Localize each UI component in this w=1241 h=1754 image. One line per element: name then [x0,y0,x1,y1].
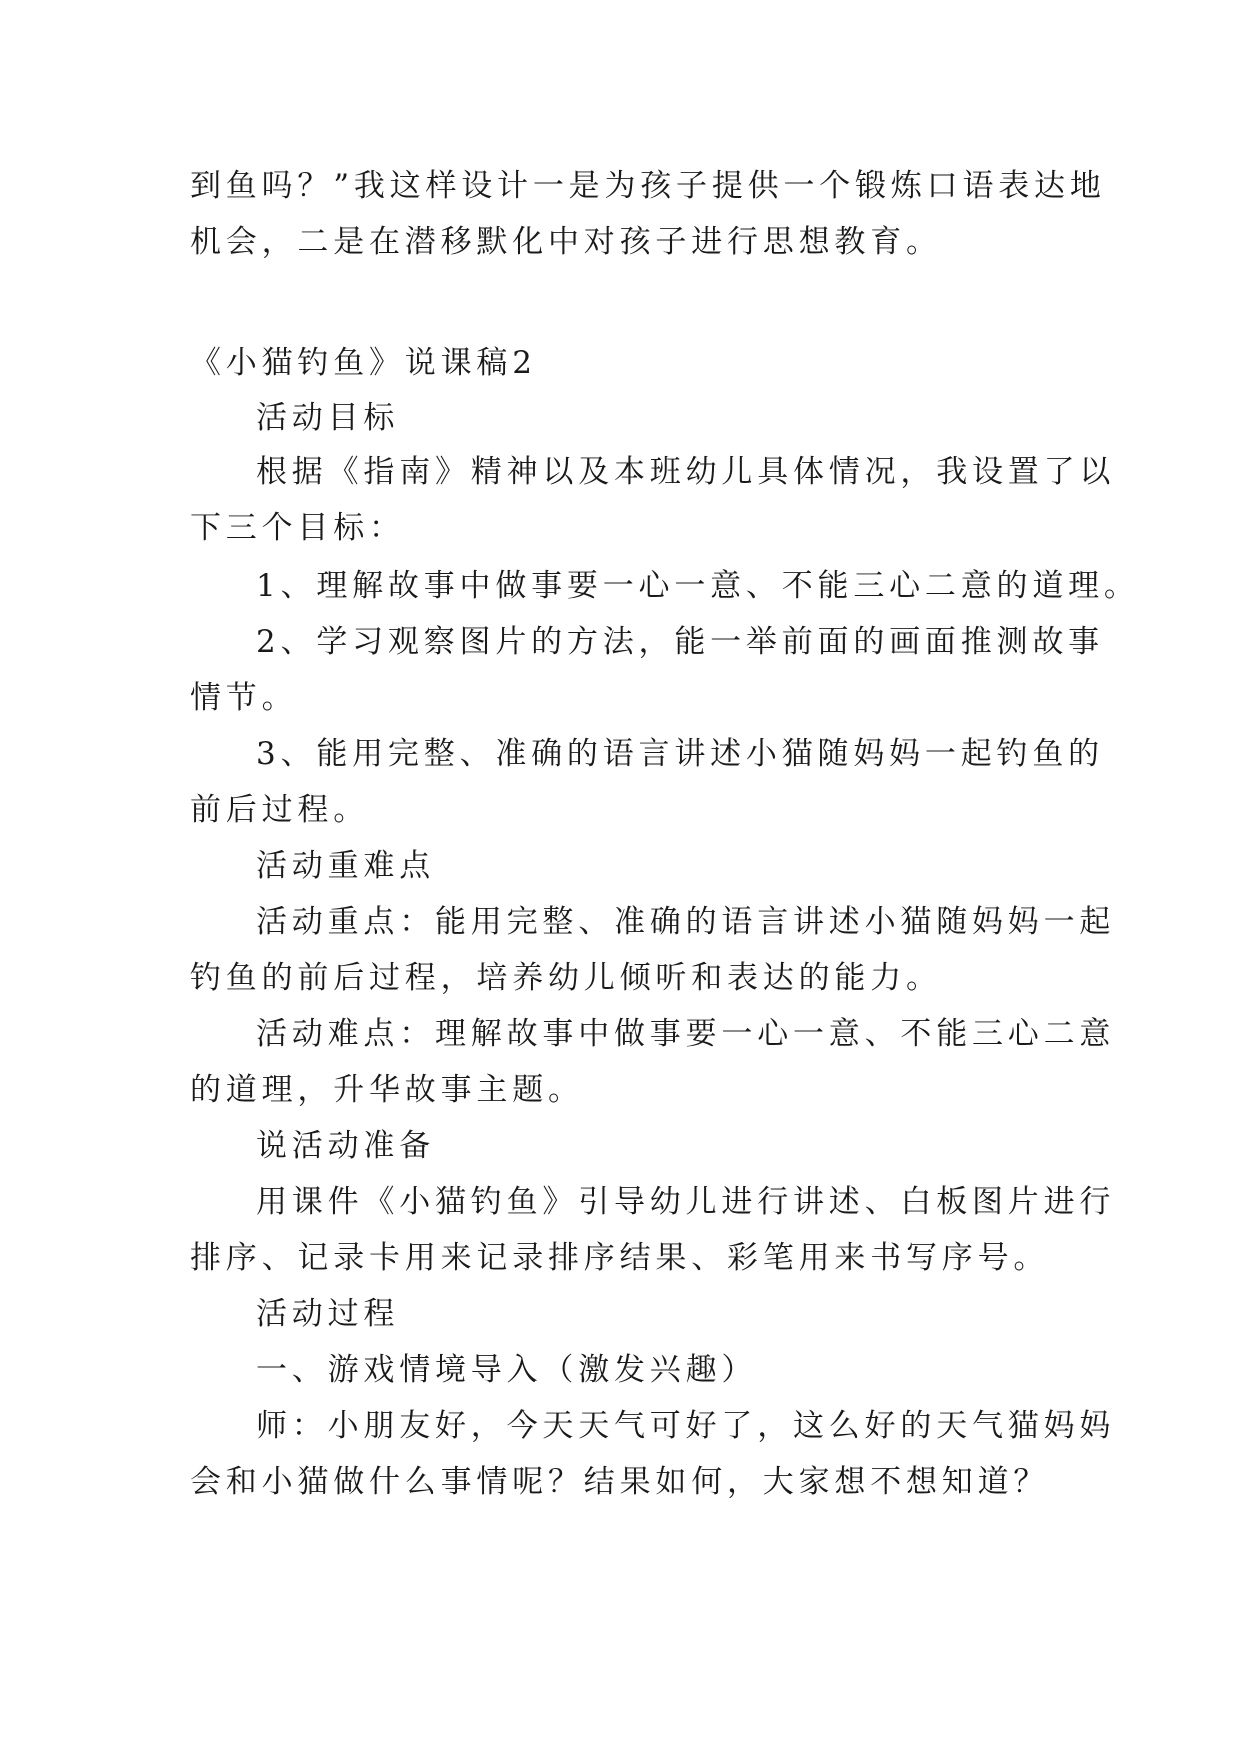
paragraph-line: 下三个目标： [190,510,405,546]
section-heading: 活动过程 [256,1296,400,1332]
paragraph-line: 活动难点：理解故事中做事要一心一意、不能三心二意 [256,1016,1116,1052]
section-title: 《小猫钓鱼》说课稿2 [190,345,537,381]
list-item: 1、理解故事中做事要一心一意、不能三心二意的道理。 [256,568,1140,604]
section-heading: 活动目标 [256,400,400,436]
paragraph-line: 机会，二是在潜移默化中对孩子进行思想教育。 [190,224,942,260]
paragraph-line: 的道理，升华故事主题。 [190,1072,584,1108]
paragraph-line: 到鱼吗？”我这样设计一是为孩子提供一个锻炼口语表达地 [190,168,1106,204]
list-item: 2、学习观察图片的方法，能一举前面的画面推测故事 [256,624,1104,660]
paragraph-line: 根据《指南》精神以及本班幼儿具体情况，我设置了以 [256,454,1116,490]
paragraph-line: 用课件《小猫钓鱼》引导幼儿进行讲述、白板图片进行 [256,1184,1116,1220]
list-item-continuation: 前后过程。 [190,792,369,828]
list-item: 3、能用完整、准确的语言讲述小猫随妈妈一起钓鱼的 [256,736,1104,772]
subsection-heading: 一、游戏情境导入（激发兴趣） [256,1352,758,1388]
paragraph-line: 排序、记录卡用来记录排序结果、彩笔用来书写序号。 [190,1240,1050,1276]
paragraph-line: 师：小朋友好，今天天气可好了，这么好的天气猫妈妈 [256,1408,1116,1444]
section-heading: 活动重难点 [256,848,435,884]
list-item-continuation: 情节。 [190,680,298,716]
paragraph-line: 钓鱼的前后过程，培养幼儿倾听和表达的能力。 [190,960,942,996]
paragraph-line: 会和小猫做什么事情呢？结果如何，大家想不想知道？ [190,1464,1050,1500]
section-heading: 说活动准备 [256,1128,435,1164]
paragraph-line: 活动重点：能用完整、准确的语言讲述小猫随妈妈一起 [256,904,1116,940]
